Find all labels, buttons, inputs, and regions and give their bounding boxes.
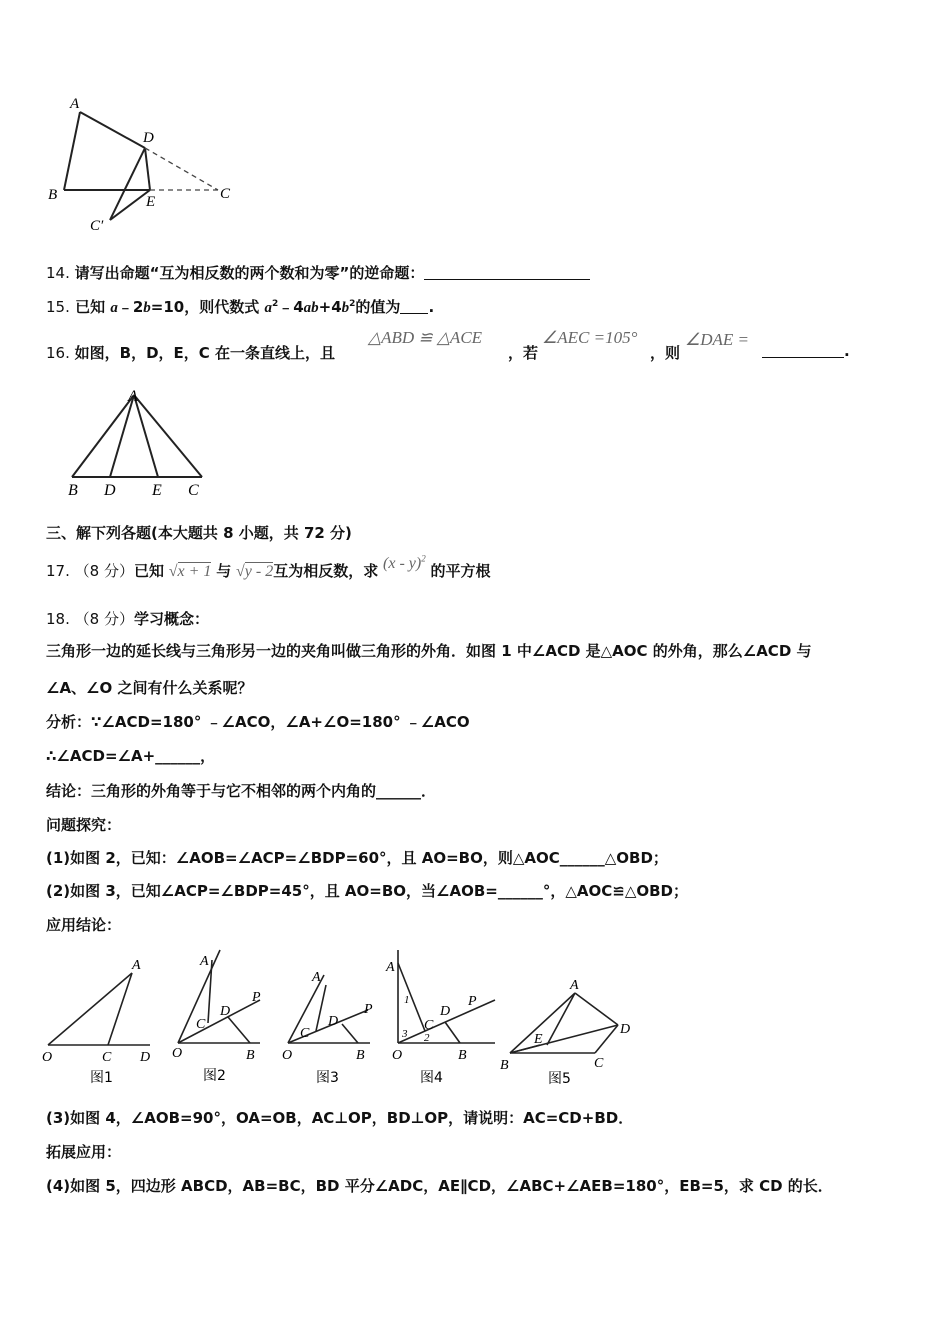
q18-explore: 问题探究： <box>46 816 122 834</box>
q17-sqrt1-body: x + 1 <box>177 563 212 580</box>
q18-title: 学习概念： <box>133 610 209 628</box>
figure-16 <box>62 385 212 500</box>
edge-dc-prime <box>110 148 145 220</box>
label-b: B <box>48 187 58 203</box>
fig1-label-a: A <box>132 958 141 973</box>
q18-apply: 应用结论： <box>46 916 122 934</box>
q15-answer-blank[interactable] <box>400 299 428 314</box>
fig16-label-c: C <box>188 482 199 499</box>
fig1-label-c: C <box>102 1050 112 1065</box>
fig3-label-o: O <box>282 1048 293 1063</box>
fig1-caption: 图1 <box>90 1070 113 1086</box>
q14-text: 请写出命题“互为相反数的两个数和为零”的逆命题： <box>74 264 425 282</box>
fig4-label-a: A <box>386 960 395 975</box>
label-e: E <box>146 194 156 210</box>
edge-ec-prime <box>110 190 150 220</box>
q14-number: 14. <box>46 264 70 282</box>
q17-sqrt2: √y - 2 <box>236 563 274 580</box>
q15-end: . <box>428 298 435 316</box>
fig16-label-b: B <box>68 482 78 499</box>
q17-expr-sup: 2 <box>421 553 426 564</box>
edge-de <box>145 148 150 190</box>
q16-then: ，则 <box>650 344 681 362</box>
q16-answer-blank[interactable] <box>762 343 844 358</box>
q18-line2: ∠A、∠O 之间有什么关系呢？ <box>46 679 253 697</box>
fig2-label-d: D <box>220 1004 231 1019</box>
question-17 <box>46 553 491 581</box>
q15-post: 的值为 <box>355 298 401 316</box>
q15-number: 15. <box>46 298 70 316</box>
q16-pre: 如图，B，D，E，C 在一条直线上，且 <box>74 344 336 362</box>
top-figure <box>40 90 250 240</box>
fig5-label-a: A <box>570 978 579 993</box>
fig2-caption: 图2 <box>203 1068 226 1084</box>
q16-angle-asked: ∠DAE = <box>685 330 750 349</box>
q17-score: （8 分） <box>74 562 134 580</box>
fig5-caption: 图5 <box>548 1071 571 1087</box>
fig1-label-o: O <box>42 1050 53 1065</box>
q18-part4: (4)如图 5，四边形 ABCD，AB=BC，BD 平分∠ADC，AE∥CD，∠ABC+∠AEB=180°，EB=5，求 CD 的长． <box>46 1177 833 1195</box>
fig16-label-e: E <box>152 482 162 499</box>
question-15 <box>46 296 434 317</box>
q15-minus: ﹣2 <box>117 298 144 316</box>
q15-minus4: ﹣4 <box>278 298 304 316</box>
label-a: A <box>70 96 80 112</box>
fig3-label-b: B <box>356 1048 365 1063</box>
q15-sup-b: 2 <box>349 299 356 309</box>
fig5-label-d: D <box>620 1022 631 1037</box>
fig2-label-a: A <box>200 954 209 969</box>
question-16 <box>46 342 335 363</box>
q17-pre: 已知 <box>133 562 164 580</box>
fig4-label-2: 2 <box>424 1032 430 1044</box>
q17-post: 的平方根 <box>430 562 491 580</box>
q18-part3: (3)如图 4，∠AOB=90°，OA=OB，AC⊥OP，BD⊥OP，请说明：AC=CD+BD． <box>46 1109 634 1127</box>
section-3-title: 三、解下列各题(本大题共 8 小题，共 72 分) <box>46 524 352 542</box>
q15-var-a: a <box>110 300 118 316</box>
q17-sqrt1: √x + 1 <box>168 563 212 580</box>
q16-congruence: △ABD ≌ △ACE <box>368 328 483 347</box>
q17-expr-body: (x - y) <box>383 555 422 572</box>
q15-pre: 已知 <box>75 298 111 316</box>
edge-ab <box>64 112 80 190</box>
q18-number: 18. <box>46 610 70 628</box>
q18-analysis: 分析：∵∠ACD=180° ﹣∠ACO，∠A+∠O=180° ﹣∠ACO <box>46 713 470 731</box>
fig3-label-a: A <box>312 970 321 985</box>
q15-eq: =10，则代数式 <box>150 298 265 316</box>
edge-ad <box>80 112 145 148</box>
fig4-label-1: 1 <box>404 994 410 1006</box>
q16-if: ，若 <box>508 344 539 362</box>
fig3-label-c: C <box>300 1026 310 1041</box>
q17-number: 17. <box>46 562 70 580</box>
label-d: D <box>143 130 154 146</box>
fig4-label-3: 3 <box>402 1028 408 1040</box>
fig16-label-d: D <box>104 482 116 499</box>
fig3-label-d: D <box>328 1014 339 1029</box>
question-14 <box>46 262 590 283</box>
fig4-label-o: O <box>392 1048 403 1063</box>
q15-sup-a: 2 <box>271 299 279 309</box>
q16-answer <box>762 342 850 360</box>
dashed-dc <box>145 148 218 190</box>
q17-sqrt2-body: y - 2 <box>244 563 274 580</box>
fig5-label-c: C <box>594 1056 604 1071</box>
q16-number: 16. <box>46 344 70 362</box>
q15-var-b: b <box>143 300 151 316</box>
q18-therefore: ∴∠ACD=∠A+______， <box>46 747 216 765</box>
q17-mid: 互为相反数，求 <box>273 562 379 580</box>
fig4-label-c: C <box>424 1018 434 1033</box>
q18-extend: 拓展应用： <box>46 1143 122 1161</box>
q16-end: . <box>844 342 850 360</box>
fig4-label-d: D <box>440 1004 451 1019</box>
q15-var-b2: b <box>341 300 350 316</box>
q18-score: （8 分） <box>74 610 134 628</box>
q15-var-a2: a <box>264 300 272 316</box>
q18-line1: 三角形一边的延长线与三角形另一边的夹角叫做三角形的外角．如图 1 中∠ACD 是△AOC 的外角，那么∠ACD 与 <box>46 642 812 660</box>
q18-conclusion: 结论：三角形的外角等于与它不相邻的两个内角的______． <box>46 782 437 800</box>
q15-plus4: +4 <box>318 298 342 316</box>
q18-part2: (2)如图 3，已知∠ACP=∠BDP=45°，且 AO=BO，当∠AOB=______°，△AOC≌△OBD； <box>46 882 688 900</box>
fig2-label-p: P <box>252 990 261 1005</box>
fig4-label-b: B <box>458 1048 467 1063</box>
fig5-label-b: B <box>500 1058 509 1073</box>
fig5-label-e: E <box>534 1032 543 1047</box>
question-18-header <box>46 608 209 629</box>
q17-expression <box>383 555 426 572</box>
figures-row <box>40 945 640 1090</box>
fig16-label-a: A <box>128 388 138 405</box>
q18-part1: (1)如图 2，已知：∠AOB=∠ACP=∠BDP=60°，且 AO=BO，则△AOC______△OBD； <box>46 849 668 867</box>
q14-answer-blank[interactable] <box>424 265 590 280</box>
q16-angle-given: ∠AEC =105° <box>542 328 638 347</box>
label-c-prime: C′ <box>90 218 104 234</box>
fig3-label-p: P <box>364 1002 373 1017</box>
fig4-label-p: P <box>468 994 477 1009</box>
q17-with: 与 <box>216 562 232 580</box>
fig4-caption: 图4 <box>420 1070 443 1086</box>
fig2-label-b: B <box>246 1048 255 1063</box>
fig2-label-o: O <box>172 1046 183 1061</box>
fig1-label-d: D <box>140 1050 151 1065</box>
fig2-label-c: C <box>196 1017 206 1032</box>
label-c: C <box>220 186 231 202</box>
fig3-caption: 图3 <box>316 1070 339 1086</box>
q15-var-ab: ab <box>303 300 319 316</box>
